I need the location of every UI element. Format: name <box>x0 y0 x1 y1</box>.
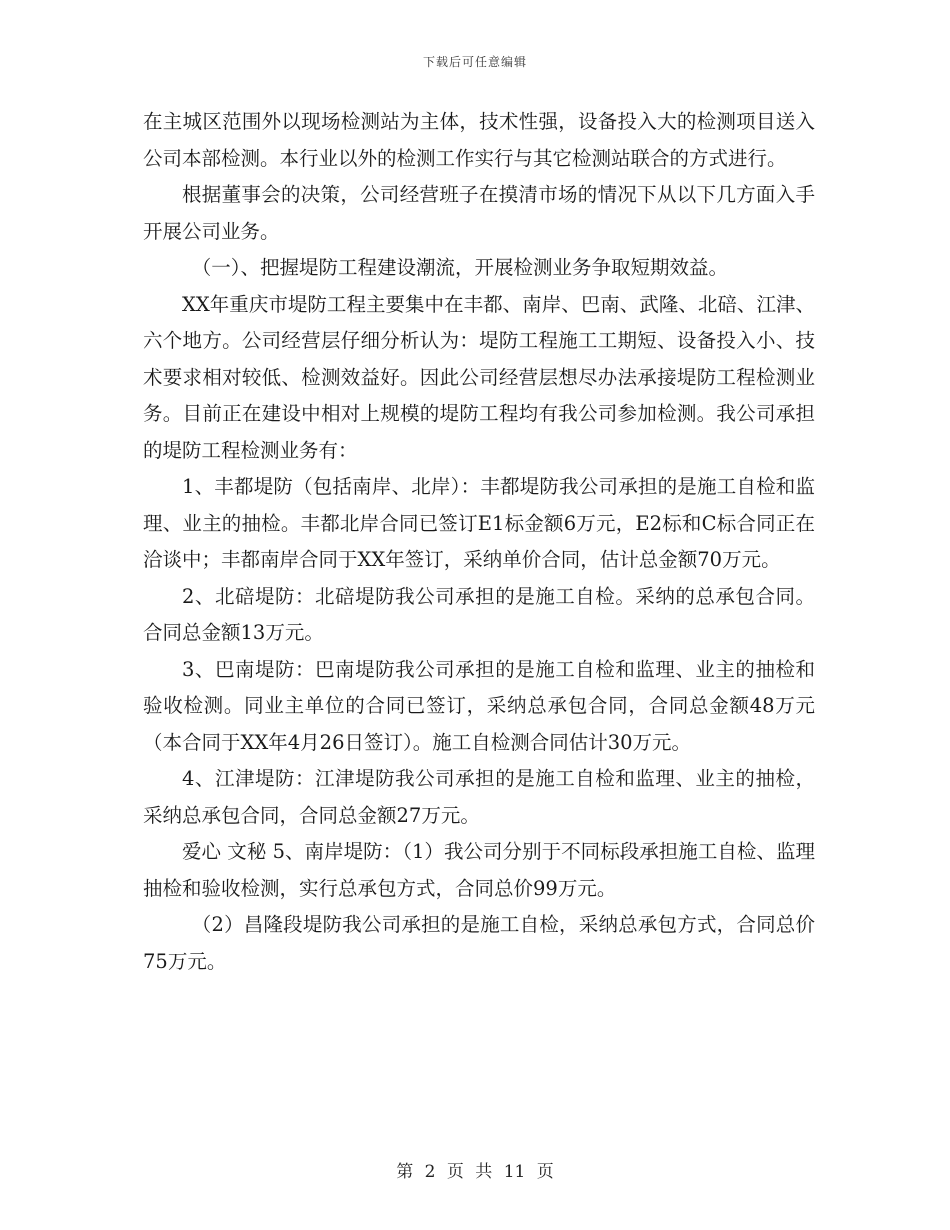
document-body <box>143 104 815 980</box>
paragraph-item-5: 爱心 文秘 5、南岸堤防：（1）我公司分别于不同标段承担施工自检、监理抽检和验收检测，实行总承包方式，合同总价99万元。 <box>143 840 815 900</box>
paragraph-2: 根据董事会的决策，公司经营班子在摸清市场的情况下从以下几方面入手开展公司业务。 <box>143 183 815 243</box>
paragraph-item-1: 1、丰都堤防（包括南岸、北岸）：丰都堤防我公司承担的是施工自检和监理、业主的抽检。丰都北岸合同已签订E1标金额6万元，E2标和C标合同正在洽谈中；丰都南岸合同于XX年签订，采纳单价合同，估计总金额70万元。 <box>143 475 815 571</box>
paragraph-item-3: 3、巴南堤防：巴南堤防我公司承担的是施工自检和监理、业主的抽检和验收检测。同业主单位的合同已签订，采纳总承包合同，合同总金额48万元（本合同于XX年4月26日签订）。施工自检测合同估计30万元。 <box>143 657 815 754</box>
section-heading-1: （一）、把握堤防工程建设潮流，开展检测业务争取短期效益。 <box>191 256 729 279</box>
page-footer: 第 2 页 共 11 页 <box>396 1162 554 1182</box>
paragraph-item-5-2: （2）昌隆段堤防我公司承担的是施工自检，采纳总承包方式，合同总价75万元。 <box>143 913 815 973</box>
page-header: 下载后可任意编辑 <box>422 55 527 69</box>
paragraph-item-2: 2、北碚堤防：北碚堤防我公司承担的是施工自检。采纳的总承包合同。合同总金额13万元。 <box>143 584 815 644</box>
paragraph-item-4: 4、江津堤防：江津堤防我公司承担的是施工自检和监理、业主的抽检，采纳总承包合同，合同总金额27万元。 <box>143 767 815 827</box>
paragraph-3: XX年重庆市堤防工程主要集中在丰都、南岸、巴南、武隆、北碚、江津、六个地方。公司经营层仔细分析认为：堤防工程施工工期短、设备投入小、技术要求相对较低、检测效益好。因此公司经营层想尽办法承接堤防工程检测业务。目前正在建设中相对上规模的堤防工程均有我公司参加检测。我公司承担的堤防工程检测业务有： <box>143 292 815 462</box>
paragraph-1: 在主城区范围外以现场检测站为主体，技术性强，设备投入大的检测项目送入公司本部检测。本行业以外的检测工作实行与其它检测站联合的方式进行。 <box>143 110 815 170</box>
